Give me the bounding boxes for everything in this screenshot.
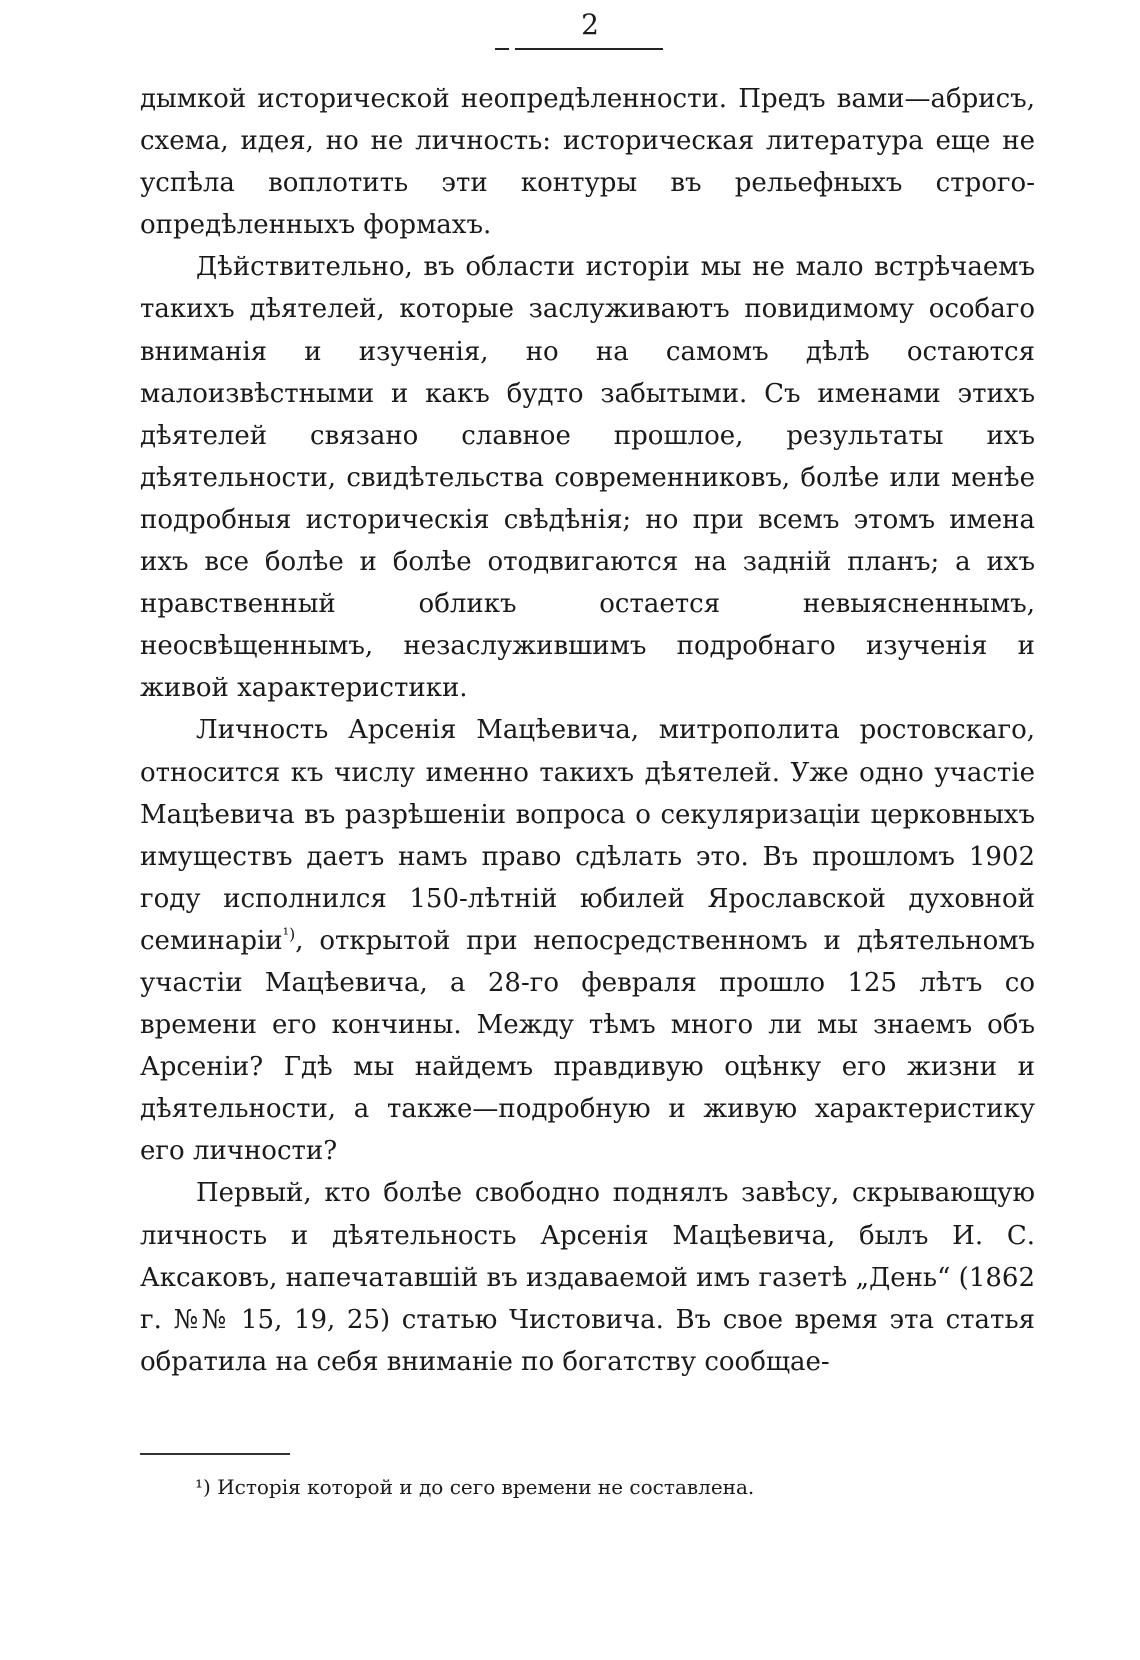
header-rule-dash bbox=[495, 48, 509, 50]
paragraph-continuation: дымкой исторической неопредѣленности. Предъ вами—абрисъ, схема, идея, но не личность: историческая литература еще не успѣла воплотить эти контуры въ рельефныхъ строго-опредѣленныхъ формахъ. bbox=[140, 84, 1035, 241]
body-text bbox=[140, 78, 1035, 1383]
footnote-rule bbox=[140, 1453, 290, 1455]
paragraph-with-footnote bbox=[140, 709, 1035, 1172]
footnote-mark: ¹) bbox=[195, 1475, 211, 1499]
footnote-text: Исторія которой и до сего времени не составлена. bbox=[217, 1475, 755, 1499]
footnote-reference[interactable]: ¹) bbox=[282, 924, 296, 944]
paragraph: Дѣйствительно, въ области исторіи мы не мало встрѣчаемъ такихъ дѣятелей, которые заслуживаютъ повидимому особаго вниманія и изученія, но на самомъ дѣлѣ остаются малоизвѣстными и какъ будто забытыми. Съ именами этихъ дѣятелей связано славное прошлое, результаты ихъ дѣятельности, свидѣтельства современниковъ, болѣе или менѣе подробныя историческія свѣдѣнія; но при всемъ этомъ имена ихъ все болѣе и болѣе отодвигаются на задній планъ; а ихъ нравственный обликъ остается невыясненнымъ, неосвѣщеннымъ, незаслужившимъ подробнаго изученія и живой характеристики. bbox=[140, 252, 1035, 704]
footnote bbox=[195, 1472, 1015, 1502]
paragraph: Первый, кто болѣе свободно поднялъ завѣсу, скрывающую личность и дѣятельность Арсенія Мацѣевича, былъ И. С. Аксаковъ, напечатавшій въ издаваемой имъ газетѣ „День“ (1862 г. №№ 15, 19, 25) статью Чистовича. Въ свое время эта статья обратила на себя вниманіе по богатству сообщае- bbox=[140, 1178, 1035, 1377]
header-rule bbox=[515, 48, 663, 50]
paragraph-text: , открытой при непосредственномъ и дѣятельномъ участіи Мацѣевича, а 28-го февраля прошло 125 лѣтъ со времени его кончины. Между тѣмъ много ли мы знаемъ объ Арсеніи? Гдѣ мы найдемъ правдивую оцѣнку его жизни и дѣятельности, а также—подробную и живую характеристику его личности? bbox=[140, 925, 1035, 1167]
page-number: 2 bbox=[581, 8, 599, 41]
paragraph-text: Личность Арсенія Мацѣевича, митрополита ростовскаго, относится къ числу именно такихъ дѣятелей. Уже одно участіе Мацѣевича въ разрѣшеніи вопроса о секуляризаціи церковныхъ имуществъ даетъ намъ право сдѣлать это. Въ прошломъ 1902 году исполнился 150-лѣтній юбилей Ярославской духовной семинаріи bbox=[140, 715, 1035, 956]
